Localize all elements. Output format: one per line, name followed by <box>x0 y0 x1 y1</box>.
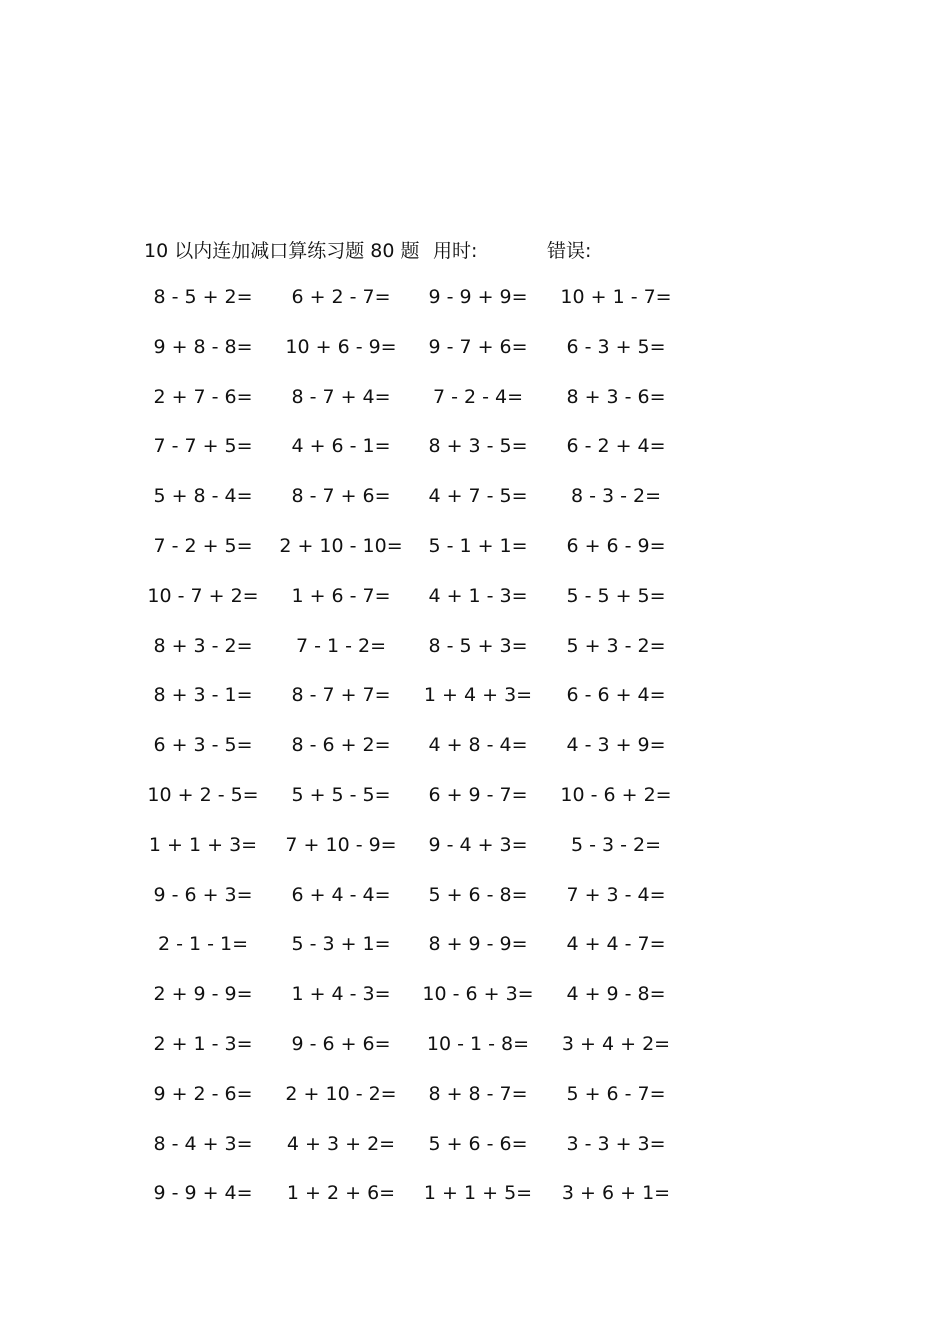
problem-item: 9 + 8 - 8= <box>153 335 253 358</box>
problem-item: 2 + 9 - 9= <box>153 983 253 1006</box>
problem-item: 10 + 1 - 7= <box>560 286 672 308</box>
problem-item: 7 + 10 - 9= <box>285 833 397 856</box>
problem-item: 4 - 3 + 9= <box>566 734 666 757</box>
problem-item: 3 - 3 + 3= <box>566 1132 666 1155</box>
problem-item: 5 + 5 - 5= <box>291 783 391 806</box>
problem-item: 5 + 6 - 8= <box>428 883 528 906</box>
problem-item: 1 + 4 + 3= <box>423 684 533 707</box>
problem-row <box>0 635 950 685</box>
problem-row <box>0 1133 950 1183</box>
problem-item: 8 - 6 + 2= <box>291 734 391 757</box>
problem-item: 10 + 6 - 9= <box>285 335 397 358</box>
problem-item: 1 + 6 - 7= <box>291 584 391 607</box>
problem-row <box>0 834 950 884</box>
problem-item: 5 + 6 - 6= <box>428 1132 528 1155</box>
problem-item: 9 - 6 + 3= <box>153 883 253 906</box>
problem-item: 10 - 6 + 2= <box>560 783 672 806</box>
problem-item: 5 + 3 - 2= <box>566 634 666 657</box>
time-used-label: 用时: <box>433 240 478 262</box>
problem-item: 6 - 2 + 4= <box>566 435 666 458</box>
problem-item: 7 - 2 + 5= <box>153 534 253 557</box>
problem-item: 8 + 3 - 6= <box>566 385 666 408</box>
problem-item: 5 - 5 + 5= <box>566 584 666 607</box>
problem-item: 6 - 6 + 4= <box>566 684 666 707</box>
problem-item: 6 - 3 + 5= <box>566 335 666 358</box>
problem-item: 9 - 6 + 6= <box>291 1032 391 1055</box>
problem-row <box>0 535 950 585</box>
problem-row <box>0 784 950 834</box>
problem-item: 8 + 3 - 2= <box>153 634 253 657</box>
problem-item: 10 - 6 + 3= <box>422 983 534 1006</box>
problem-item: 6 + 6 - 9= <box>566 534 666 557</box>
errors-label: 错误: <box>547 240 592 262</box>
problem-row <box>0 1033 950 1083</box>
worksheet-header <box>0 236 950 264</box>
problem-item: 2 - 1 - 1= <box>157 933 249 956</box>
problem-item: 8 + 3 - 5= <box>428 435 528 458</box>
problem-item: 4 + 9 - 8= <box>566 983 666 1006</box>
problem-item: 3 + 6 + 1= <box>561 1182 671 1205</box>
problem-item: 1 + 1 + 5= <box>423 1182 533 1205</box>
problem-item: 2 + 10 - 10= <box>279 534 403 557</box>
problem-row <box>0 386 950 436</box>
problem-item: 2 + 10 - 2= <box>285 1082 397 1105</box>
problem-item: 8 - 7 + 7= <box>291 684 391 707</box>
problem-item: 8 - 7 + 6= <box>291 485 391 508</box>
problem-row <box>0 286 950 336</box>
problem-row <box>0 585 950 635</box>
problem-grid <box>0 286 950 1232</box>
problem-item: 9 - 9 + 9= <box>428 286 528 308</box>
problem-row <box>0 933 950 983</box>
problem-item: 8 + 9 - 9= <box>428 933 528 956</box>
problem-item: 10 - 7 + 2= <box>147 584 259 607</box>
problem-item: 6 + 9 - 7= <box>428 783 528 806</box>
problem-item: 7 - 1 - 2= <box>295 634 387 657</box>
problem-item: 4 + 4 - 7= <box>566 933 666 956</box>
problem-row <box>0 734 950 784</box>
problem-item: 3 + 4 + 2= <box>561 1032 671 1055</box>
problem-item: 7 + 3 - 4= <box>566 883 666 906</box>
problem-row <box>0 983 950 1033</box>
problem-item: 10 - 1 - 8= <box>426 1032 530 1055</box>
problem-row <box>0 884 950 934</box>
problem-item: 4 + 3 + 2= <box>286 1132 396 1155</box>
worksheet-title: 10 以内连加减口算练习题 80 题 <box>144 240 420 262</box>
problem-item: 8 - 5 + 2= <box>153 286 253 308</box>
problem-item: 8 - 7 + 4= <box>291 385 391 408</box>
problem-item: 4 + 1 - 3= <box>428 584 528 607</box>
problem-item: 5 + 8 - 4= <box>153 485 253 508</box>
problem-item: 7 - 7 + 5= <box>153 435 253 458</box>
problem-item: 9 - 9 + 4= <box>153 1182 253 1205</box>
problem-row <box>0 1182 950 1232</box>
problem-row <box>0 485 950 535</box>
problem-item: 5 - 3 + 1= <box>291 933 391 956</box>
problem-item: 9 - 4 + 3= <box>428 833 528 856</box>
problem-item: 1 + 4 - 3= <box>291 983 391 1006</box>
problem-item: 4 + 6 - 1= <box>291 435 391 458</box>
problem-item: 10 + 2 - 5= <box>147 783 259 806</box>
problem-item: 1 + 2 + 6= <box>286 1182 396 1205</box>
problem-item: 9 - 7 + 6= <box>428 335 528 358</box>
problem-item: 8 - 4 + 3= <box>153 1132 253 1155</box>
problem-item: 5 - 1 + 1= <box>428 534 528 557</box>
problem-item: 6 + 4 - 4= <box>291 883 391 906</box>
problem-item: 8 + 3 - 1= <box>153 684 253 707</box>
problem-item: 2 + 7 - 6= <box>153 385 253 408</box>
problem-item: 2 + 1 - 3= <box>153 1032 253 1055</box>
problem-item: 8 + 8 - 7= <box>428 1082 528 1105</box>
problem-row <box>0 336 950 386</box>
problem-item: 8 - 3 - 2= <box>570 485 662 508</box>
problem-item: 1 + 1 + 3= <box>148 833 258 856</box>
problem-item: 5 + 6 - 7= <box>566 1082 666 1105</box>
problem-item: 4 + 8 - 4= <box>428 734 528 757</box>
problem-item: 6 + 3 - 5= <box>153 734 253 757</box>
problem-row <box>0 1083 950 1133</box>
problem-item: 6 + 2 - 7= <box>291 286 391 308</box>
problem-item: 9 + 2 - 6= <box>153 1082 253 1105</box>
problem-row <box>0 684 950 734</box>
problem-item: 5 - 3 - 2= <box>570 833 662 856</box>
problem-item: 8 - 5 + 3= <box>428 634 528 657</box>
problem-item: 4 + 7 - 5= <box>428 485 528 508</box>
problem-row <box>0 435 950 485</box>
problem-item: 7 - 2 - 4= <box>432 385 524 408</box>
